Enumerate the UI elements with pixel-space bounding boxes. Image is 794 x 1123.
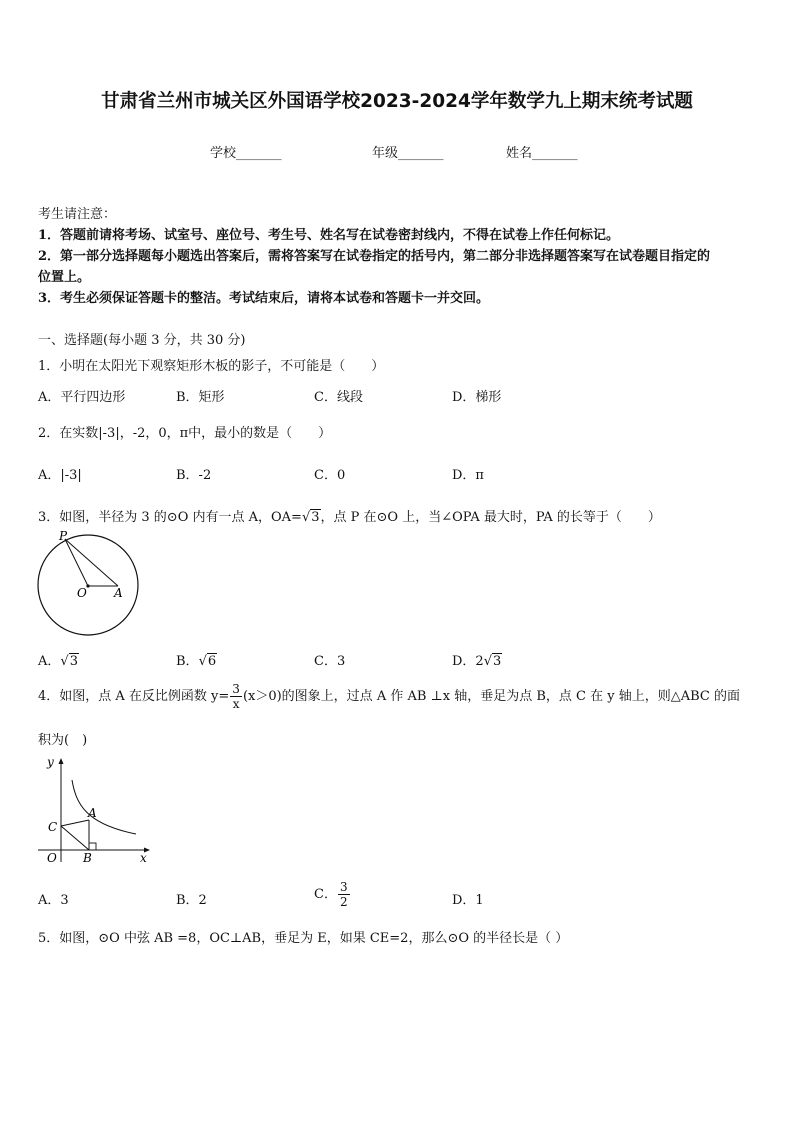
q2-option-c: C．0: [314, 468, 346, 483]
grade-field: 年级_______: [372, 146, 444, 161]
q4-fraction-numerator: 3: [232, 682, 240, 696]
q4-stem-line2: 积为( ): [38, 733, 88, 748]
q3-option-b-radicand: 6: [207, 654, 217, 669]
notice-heading: 考生请注意：: [38, 207, 117, 222]
q2-option-d: D．π: [452, 468, 484, 483]
q4-option-c-numerator: 3: [339, 880, 348, 894]
q4-fraction-denominator: x: [232, 697, 240, 711]
q1-stem: 1．小明在太阳光下观察矩形木板的影子，不可能是（ ）: [38, 359, 385, 374]
q3-option-d-sqrt: √3: [483, 654, 502, 669]
exam-title: 甘肃省兰州市城关区外国语学校2023-2024学年数学九上期末统考试题: [101, 91, 693, 112]
q4-stem-part2: (x＞0)的图象上，过点 A 作 AB ⊥x 轴，垂足为点 B，点 C 在 y 轴上，则△ABC 的面: [242, 689, 740, 704]
q3-option-b-sqrt: √6: [198, 654, 217, 669]
q3-option-a-sqrt: √3: [60, 654, 78, 669]
q4-label-b: B: [83, 851, 92, 865]
q3-figure: [30, 528, 150, 643]
q3-label-o: O: [77, 586, 87, 600]
q3-stem: [38, 506, 661, 525]
q3-option-b: [176, 650, 217, 669]
q3-option-a-label: A．: [38, 654, 61, 669]
q4-fraction: [230, 682, 242, 711]
q3-option-a-radicand: 3: [69, 654, 78, 669]
q4-stem-part1: 4．如图，点 A 在反比例函数 y=: [38, 689, 230, 704]
q4-stem: [38, 682, 740, 711]
q4-option-a: A．3: [38, 893, 69, 908]
q3-segment-po: [65, 539, 88, 586]
q4-option-c: [314, 880, 351, 909]
q1-option-a: A．平行四边形: [38, 390, 126, 405]
q3-label-a: A: [114, 586, 123, 600]
q4-option-b: B．2: [176, 893, 207, 908]
notice-item-3: 3．考生必须保证答题卡的整洁。考试结束后，请将本试卷和答题卡一并交回。: [38, 291, 490, 306]
section-heading: 一、选择题(每小题 3 分，共 30 分): [38, 333, 246, 348]
q3-option-d-label: D．2: [452, 654, 484, 669]
q4-label-x: x: [140, 851, 147, 865]
q1-option-b: B．矩形: [176, 390, 225, 405]
q4-segment-cb: [61, 826, 89, 850]
q4-option-d: D．1: [452, 893, 484, 908]
q2-stem: 2．在实数|-3|，-2，0，π中，最小的数是（ ）: [38, 426, 332, 441]
q4-label-o: O: [47, 851, 57, 865]
q1-option-c: C．线段: [314, 390, 363, 405]
q3-stem-part1: 3．如图，半径为 3 的⊙O 内有一点 A，OA=: [38, 510, 302, 525]
q3-segment-pa: [65, 539, 118, 586]
q3-stem-radicand: 3: [311, 510, 320, 525]
school-field: 学校_______: [210, 146, 282, 161]
q2-option-a: A．|-3|: [38, 468, 82, 483]
q3-stem-part2: ，点 P 在⊙O 上，当∠OPA 最大时，PA 的长等于（ ）: [320, 510, 661, 525]
notice-item-2-cont: 位置上。: [38, 270, 91, 285]
q4-option-c-denominator: 2: [339, 895, 348, 909]
notice-item-2: 2．第一部分选择题每小题选出答案后，需将答案写在试卷指定的括号内，第二部分非选择题答案写在试卷题目指定的: [38, 249, 711, 264]
q4-label-y: y: [47, 755, 54, 769]
q4-label-c: C: [48, 820, 58, 834]
q3-option-a: [38, 650, 79, 669]
q3-label-p: P: [59, 529, 68, 543]
q4-option-c-label: C．: [314, 887, 337, 902]
q3-stem-sqrt: √3: [301, 510, 320, 525]
q5-stem: 5．如图，⊙O 中弦 AB =8，OC⊥AB，垂足为 E，如果 CE=2，那么⊙O 的半径长是（ ）: [38, 931, 569, 946]
q4-option-c-fraction: [338, 880, 350, 909]
q3-option-b-label: B．: [176, 654, 199, 669]
q4-label-a: A: [88, 806, 97, 820]
q4-hyperbola: [72, 780, 136, 834]
q3-option-d-radicand: 3: [493, 654, 502, 669]
q4-y-arrow: [59, 758, 64, 764]
q3-option-d: [452, 650, 502, 669]
q3-option-c: C．3: [314, 654, 346, 669]
notice-item-1: 1．答题前请将考场、试室号、座位号、考生号、姓名写在试卷密封线内，不得在试卷上作任何标记。: [38, 228, 620, 243]
q4-segment-ca: [61, 820, 89, 826]
name-field: 姓名_______: [506, 146, 578, 161]
q3-center-dot: [86, 584, 89, 587]
q2-option-b: B．-2: [176, 468, 212, 483]
q4-figure: [30, 752, 160, 867]
q4-right-angle-mark: [89, 843, 96, 850]
q1-option-d: D．梯形: [452, 390, 502, 405]
